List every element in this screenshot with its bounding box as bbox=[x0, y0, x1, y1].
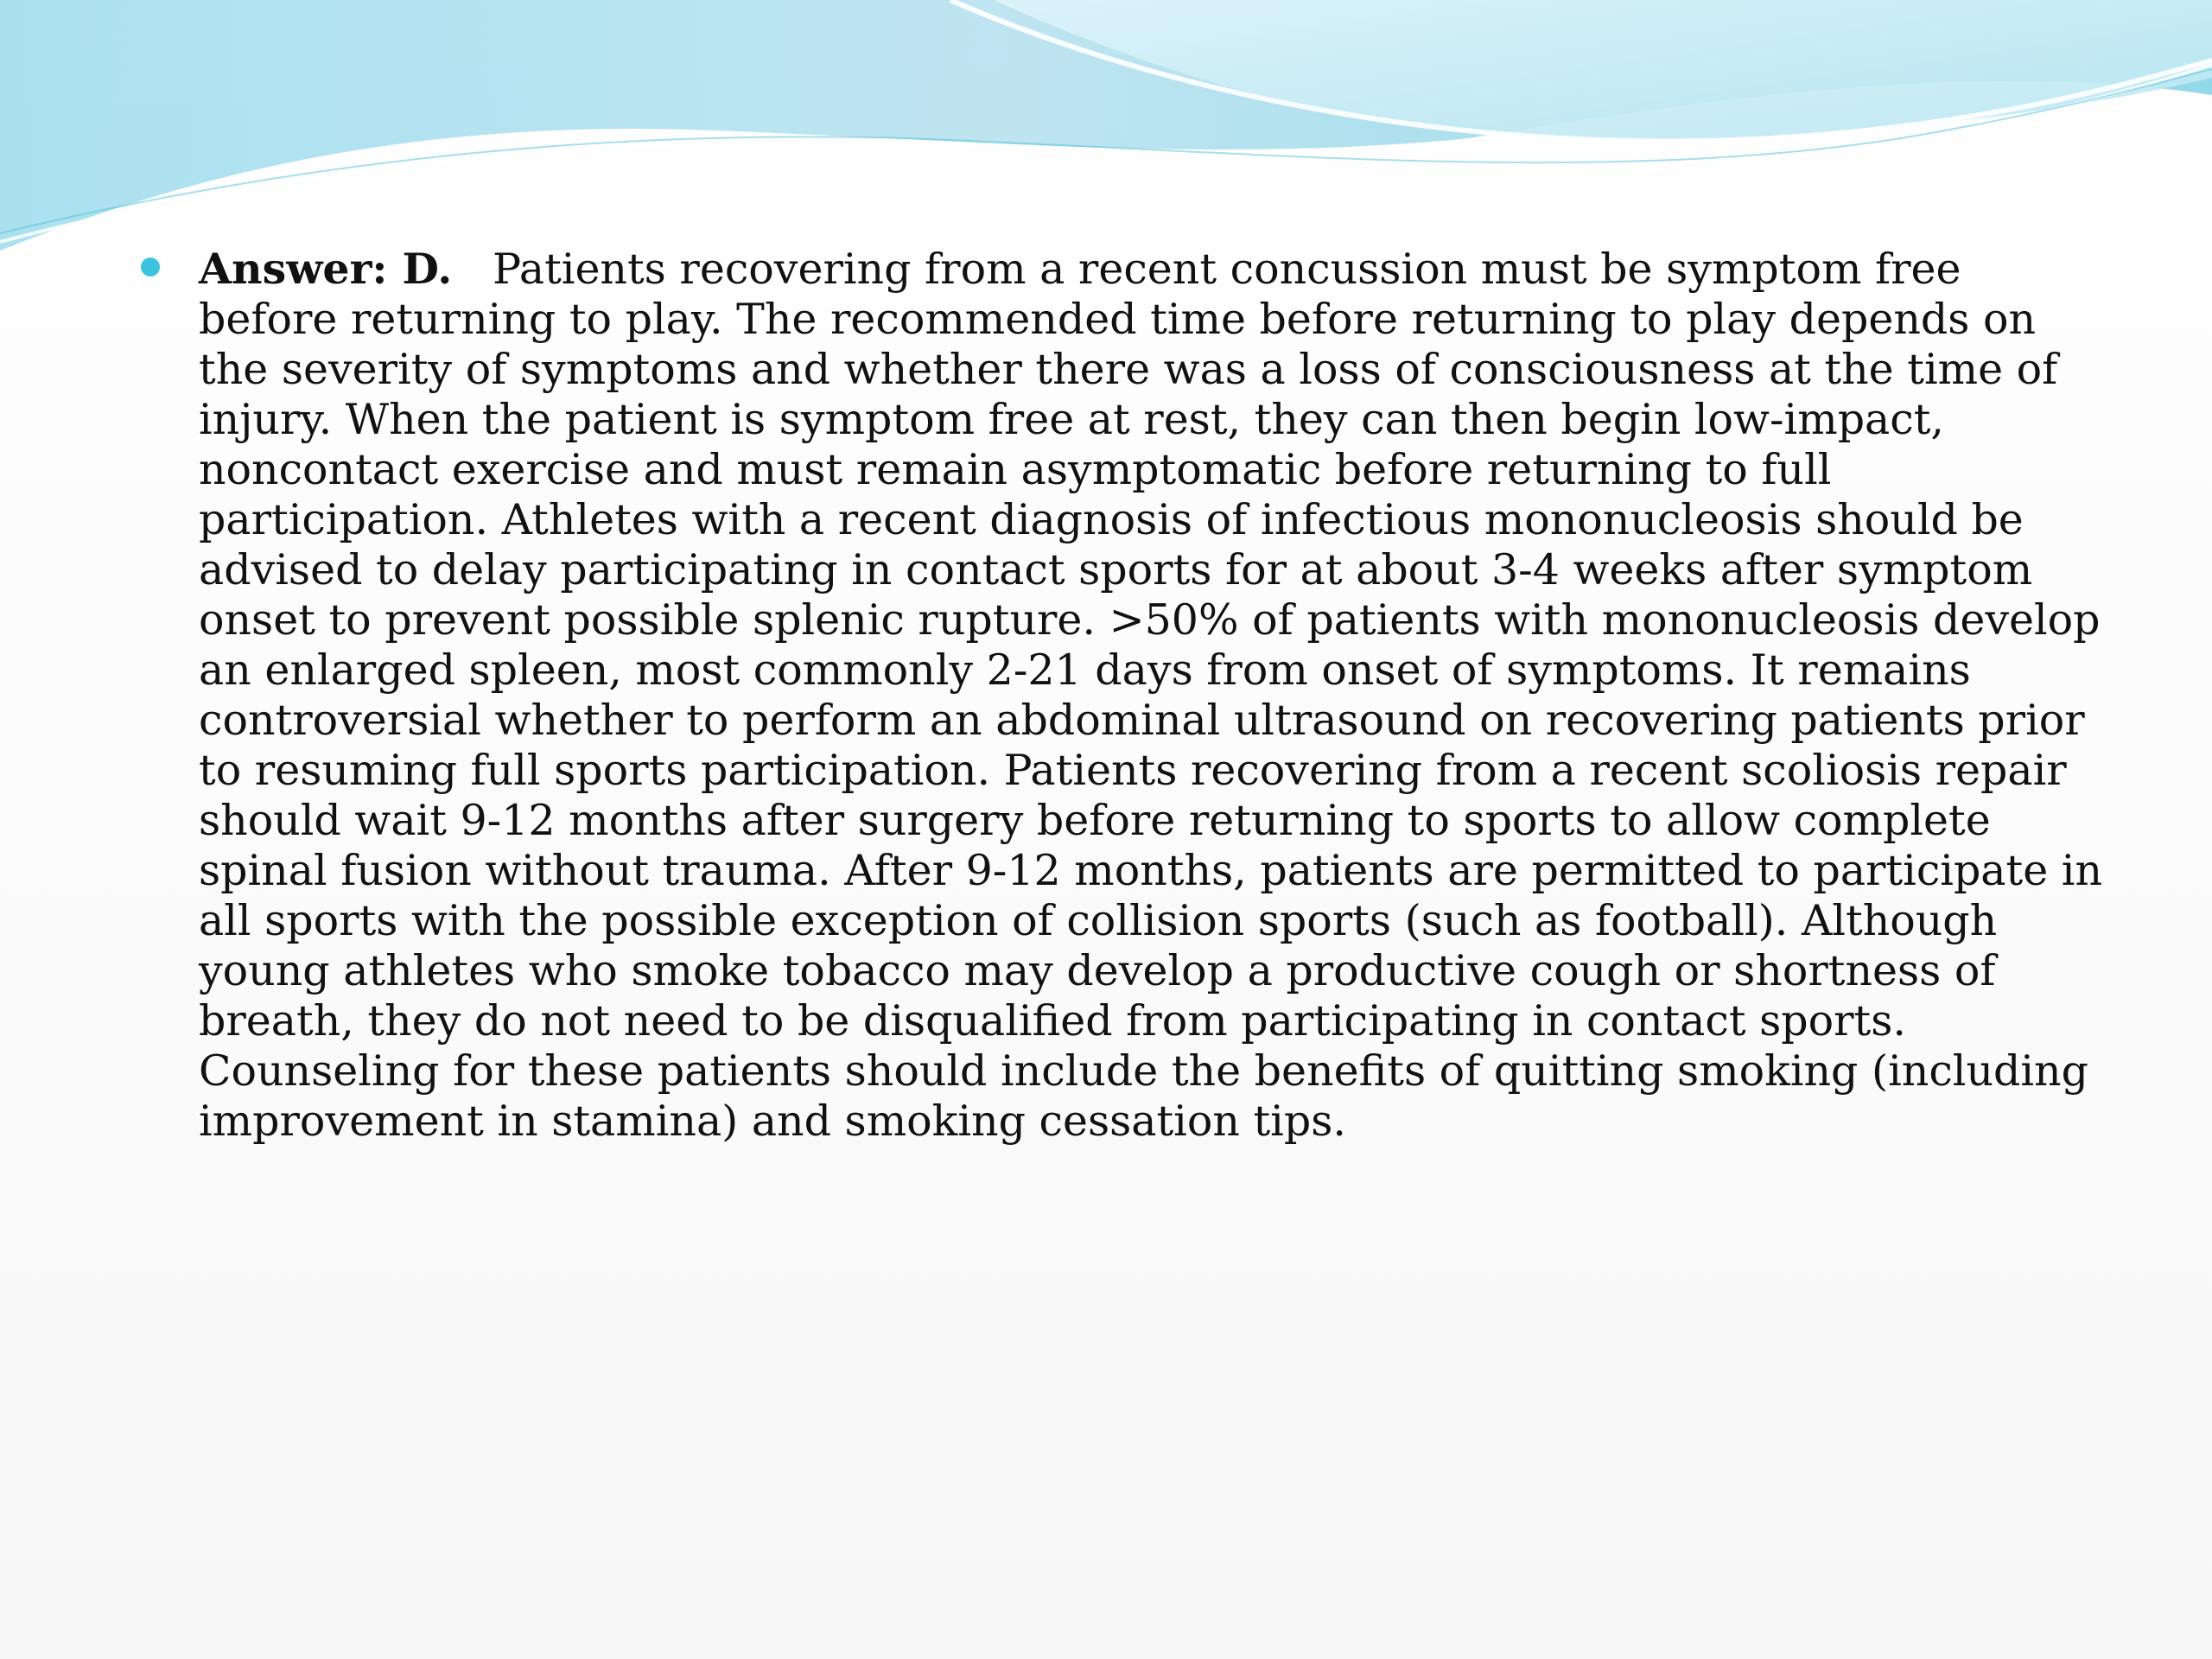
answer-body: Patients recovering from a recent concussion must be symptom free before returning to play. The recommended time before returning to play depends on the severity of symptoms and whether there was a loss of consciousness at the time of injury. When the patient is symptom free at rest, they can then begin low-impact, noncontact exercise and must remain asymptomatic before returning to full participation. Athletes with a recent diagnosis of infectious mononucleosis should be advised to delay participating in contact sports for at about 3-4 weeks after symptom onset to prevent possible splenic rupture. >50% of patients with mononucleosis develop an enlarged spleen, most commonly 2-21 days from onset of symptoms. It remains controversial whether to perform an abdominal ultrasound on recovering patients prior to resuming full sports participation. Patients recovering from a recent scoliosis repair should wait 9-12 months after surgery before returning to sports to allow complete spinal fusion without trauma. After 9-12 months, patients are permitted to participate in all sports with the possible exception of collision sports (such as football). Although young athletes who smoke tobacco may develop a productive cough or shortness of breath, they do not need to be disqualified from participating in contact sports. Counseling for these patients should include the benefits of quitting smoking (including improvement in stamina) and smoking cessation tips. bbox=[199, 245, 2103, 1146]
answer-label: Answer: D. bbox=[199, 244, 453, 294]
slide-content bbox=[134, 244, 2104, 1147]
answer-bullet bbox=[134, 244, 2104, 1147]
answer-paragraph bbox=[199, 244, 2104, 1147]
header-wave-decoration bbox=[0, 0, 2212, 259]
bullet-dot-icon bbox=[141, 257, 160, 276]
